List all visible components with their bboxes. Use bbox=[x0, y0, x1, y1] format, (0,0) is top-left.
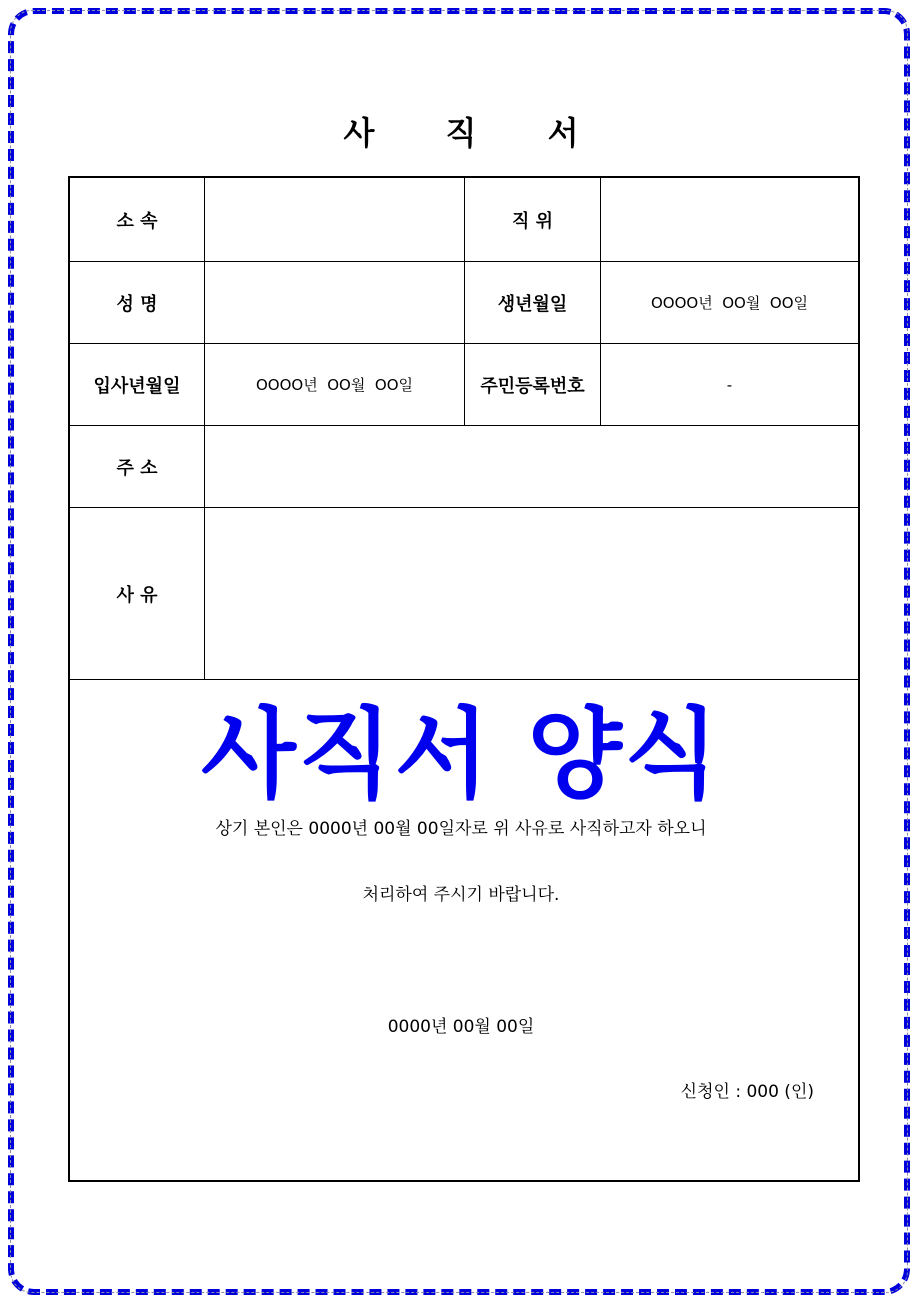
affiliation-field[interactable] bbox=[205, 178, 465, 261]
form-row-affiliation bbox=[70, 178, 858, 262]
date-line: 0000년 00월 00일 bbox=[387, 1017, 535, 1037]
form-row-address bbox=[70, 426, 858, 508]
document-title: 사 직 서 bbox=[343, 114, 609, 152]
form-template-watermark: 사직서 양식 bbox=[201, 698, 721, 812]
hire-date-field[interactable]: OOOO년 OO월 OO일 bbox=[205, 344, 465, 425]
form-row-hire-date bbox=[70, 344, 858, 426]
resident-id-field[interactable]: - bbox=[726, 375, 733, 394]
birthdate-field[interactable]: OOOO년 OO월 OO일 bbox=[651, 294, 808, 312]
reason-field[interactable] bbox=[205, 508, 858, 679]
birthdate-label: 생년월일 bbox=[465, 262, 601, 343]
position-field[interactable] bbox=[601, 178, 858, 261]
affiliation-label: 소 속 bbox=[70, 178, 205, 261]
statement-line-1: 상기 본인은 0000년 00월 00일자로 위 사유로 사직하고자 하오니 bbox=[215, 819, 707, 839]
position-label: 직 위 bbox=[465, 178, 601, 261]
reason-label: 사 유 bbox=[70, 508, 205, 679]
address-label: 주 소 bbox=[70, 426, 205, 507]
form-row-name bbox=[70, 262, 858, 344]
address-field[interactable] bbox=[205, 426, 858, 507]
form-row-reason bbox=[70, 508, 858, 680]
hire-date-label: 입사년월일 bbox=[70, 344, 205, 425]
applicant-signature-line: 신청인 : 000 (인) bbox=[680, 1082, 814, 1102]
name-field[interactable] bbox=[205, 262, 465, 343]
name-label: 성 명 bbox=[70, 262, 205, 343]
statement-line-2: 처리하여 주시기 바랍니다. bbox=[362, 885, 560, 905]
resident-id-label: 주민등록번호 bbox=[465, 344, 601, 425]
